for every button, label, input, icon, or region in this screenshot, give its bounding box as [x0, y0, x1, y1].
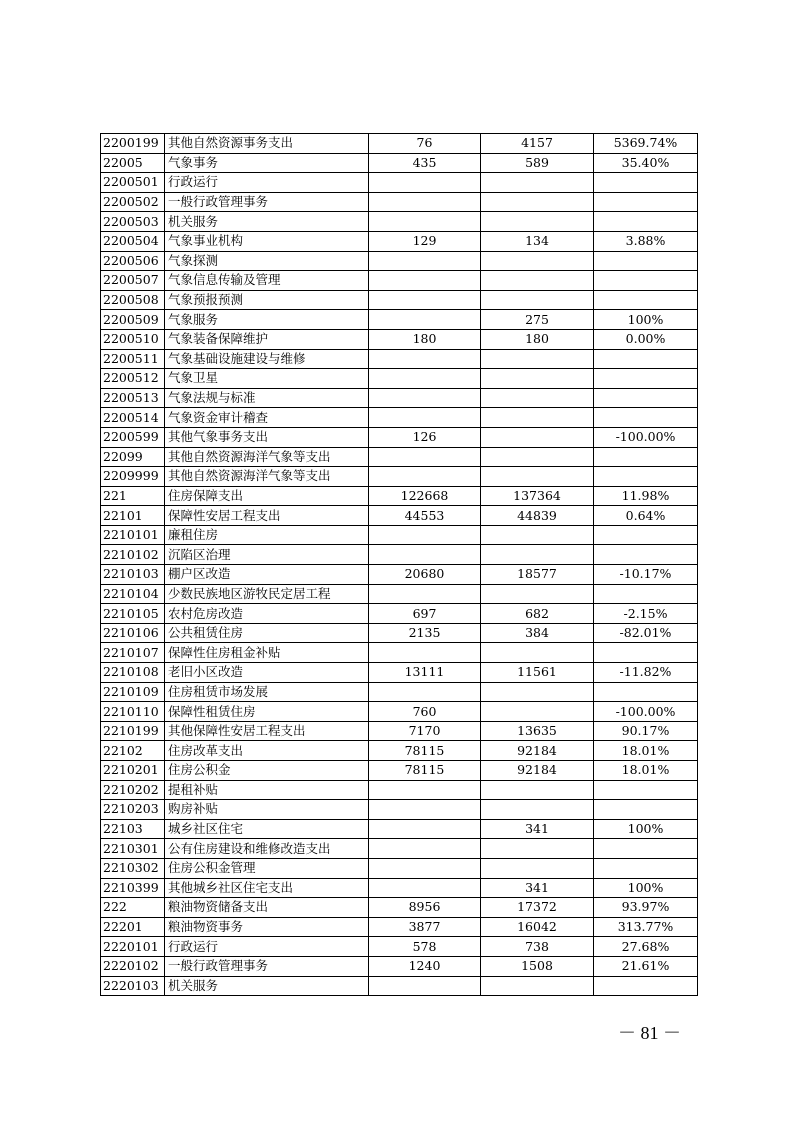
current-value-cell: 589: [481, 153, 594, 173]
current-value-cell: [481, 682, 594, 702]
prior-value-cell: 13111: [369, 663, 481, 683]
change-percent-cell: [594, 212, 698, 232]
item-name-cell: 沉陷区治理: [165, 545, 369, 565]
prior-value-cell: [369, 173, 481, 193]
current-value-cell: [481, 702, 594, 722]
current-value-cell: [481, 800, 594, 820]
table-row: [101, 643, 698, 663]
change-percent-cell: [594, 369, 698, 389]
prior-value-cell: 2135: [369, 623, 481, 643]
prior-value-cell: [369, 858, 481, 878]
item-code-cell: 2210201: [101, 761, 165, 781]
item-name-cell: 住房公积金: [165, 761, 369, 781]
item-code-cell: 2220102: [101, 956, 165, 976]
item-code-cell: 22102: [101, 741, 165, 761]
table-row: [101, 467, 698, 487]
change-percent-cell: 18.01%: [594, 741, 698, 761]
item-name-cell: 老旧小区改造: [165, 663, 369, 683]
item-name-cell: 其他气象事务支出: [165, 427, 369, 447]
table-row: [101, 369, 698, 389]
change-percent-cell: 90.17%: [594, 721, 698, 741]
item-name-cell: 保障性租赁住房: [165, 702, 369, 722]
current-value-cell: 44839: [481, 506, 594, 526]
change-percent-cell: 21.61%: [594, 956, 698, 976]
table-row: [101, 231, 698, 251]
item-code-cell: 2210108: [101, 663, 165, 683]
item-name-cell: 其他保障性安居工程支出: [165, 721, 369, 741]
item-code-cell: 2210107: [101, 643, 165, 663]
prior-value-cell: [369, 388, 481, 408]
current-value-cell: [481, 545, 594, 565]
item-code-cell: 2200507: [101, 271, 165, 291]
item-code-cell: 2200509: [101, 310, 165, 330]
prior-value-cell: [369, 310, 481, 330]
item-name-cell: 住房租赁市场发展: [165, 682, 369, 702]
change-percent-cell: 11.98%: [594, 486, 698, 506]
change-percent-cell: 313.77%: [594, 917, 698, 937]
item-name-cell: 农村危房改造: [165, 604, 369, 624]
item-code-cell: 2200508: [101, 290, 165, 310]
table-row: [101, 271, 698, 291]
item-code-cell: 2210302: [101, 858, 165, 878]
change-percent-cell: 93.97%: [594, 898, 698, 918]
current-value-cell: 1508: [481, 956, 594, 976]
table-row: [101, 153, 698, 173]
item-code-cell: 2210399: [101, 878, 165, 898]
table-row: [101, 604, 698, 624]
current-value-cell: 92184: [481, 761, 594, 781]
table-row: [101, 761, 698, 781]
current-value-cell: [481, 290, 594, 310]
current-value-cell: [481, 467, 594, 487]
item-code-cell: 2210202: [101, 780, 165, 800]
item-name-cell: 其他自然资源海洋气象等支出: [165, 467, 369, 487]
prior-value-cell: 760: [369, 702, 481, 722]
change-percent-cell: -100.00%: [594, 702, 698, 722]
item-name-cell: 城乡社区住宅: [165, 819, 369, 839]
item-code-cell: 2200511: [101, 349, 165, 369]
table-row: [101, 819, 698, 839]
prior-value-cell: 697: [369, 604, 481, 624]
current-value-cell: [481, 839, 594, 859]
item-code-cell: 2210106: [101, 623, 165, 643]
table-row: [101, 839, 698, 859]
current-value-cell: [481, 525, 594, 545]
item-name-cell: 少数民族地区游牧民定居工程: [165, 584, 369, 604]
change-percent-cell: -2.15%: [594, 604, 698, 624]
item-name-cell: 公有住房建设和维修改造支出: [165, 839, 369, 859]
prior-value-cell: 129: [369, 231, 481, 251]
table-row: [101, 917, 698, 937]
table-row: [101, 545, 698, 565]
prior-value-cell: [369, 976, 481, 996]
current-value-cell: 341: [481, 819, 594, 839]
current-value-cell: [481, 369, 594, 389]
item-code-cell: 2210199: [101, 721, 165, 741]
item-name-cell: 购房补贴: [165, 800, 369, 820]
table-row: [101, 702, 698, 722]
prior-value-cell: [369, 290, 481, 310]
item-name-cell: 住房保障支出: [165, 486, 369, 506]
change-percent-cell: [594, 408, 698, 428]
item-code-cell: 22099: [101, 447, 165, 467]
change-percent-cell: [594, 192, 698, 212]
change-percent-cell: 100%: [594, 878, 698, 898]
prior-value-cell: 435: [369, 153, 481, 173]
table-row: [101, 290, 698, 310]
item-name-cell: 行政运行: [165, 173, 369, 193]
table-row: [101, 780, 698, 800]
current-value-cell: 180: [481, 329, 594, 349]
table-row: [101, 212, 698, 232]
item-name-cell: 其他城乡社区住宅支出: [165, 878, 369, 898]
prior-value-cell: 122668: [369, 486, 481, 506]
table-row: [101, 565, 698, 585]
item-code-cell: 2210103: [101, 565, 165, 585]
change-percent-cell: 3.88%: [594, 231, 698, 251]
prior-value-cell: [369, 251, 481, 271]
change-percent-cell: [594, 525, 698, 545]
item-name-cell: 粮油物资事务: [165, 917, 369, 937]
item-code-cell: 2200502: [101, 192, 165, 212]
change-percent-cell: [594, 545, 698, 565]
item-code-cell: 2200510: [101, 329, 165, 349]
table-row: [101, 858, 698, 878]
item-name-cell: 气象事务: [165, 153, 369, 173]
change-percent-cell: [594, 800, 698, 820]
change-percent-cell: -82.01%: [594, 623, 698, 643]
item-name-cell: 气象基础设施建设与维修: [165, 349, 369, 369]
table-row: [101, 956, 698, 976]
table-row: [101, 329, 698, 349]
item-name-cell: 提租补贴: [165, 780, 369, 800]
change-percent-cell: [594, 251, 698, 271]
item-code-cell: 2200504: [101, 231, 165, 251]
current-value-cell: 738: [481, 937, 594, 957]
table-row: [101, 525, 698, 545]
table-row: [101, 506, 698, 526]
item-name-cell: 一般行政管理事务: [165, 956, 369, 976]
item-code-cell: 2210203: [101, 800, 165, 820]
item-name-cell: 廉租住房: [165, 525, 369, 545]
current-value-cell: 275: [481, 310, 594, 330]
prior-value-cell: 78115: [369, 761, 481, 781]
item-name-cell: 行政运行: [165, 937, 369, 957]
item-code-cell: 2210110: [101, 702, 165, 722]
change-percent-cell: [594, 173, 698, 193]
change-percent-cell: -11.82%: [594, 663, 698, 683]
item-code-cell: 2210102: [101, 545, 165, 565]
change-percent-cell: [594, 271, 698, 291]
prior-value-cell: 8956: [369, 898, 481, 918]
table-row: [101, 623, 698, 643]
change-percent-cell: [594, 682, 698, 702]
budget-table: [100, 133, 698, 996]
current-value-cell: [481, 212, 594, 232]
current-value-cell: 11561: [481, 663, 594, 683]
prior-value-cell: [369, 800, 481, 820]
prior-value-cell: 7170: [369, 721, 481, 741]
change-percent-cell: [594, 584, 698, 604]
item-code-cell: 2200199: [101, 134, 165, 154]
table-row: [101, 310, 698, 330]
table-row: [101, 447, 698, 467]
current-value-cell: 92184: [481, 741, 594, 761]
change-percent-cell: 27.68%: [594, 937, 698, 957]
table-row: [101, 976, 698, 996]
change-percent-cell: 0.64%: [594, 506, 698, 526]
item-code-cell: 2209999: [101, 467, 165, 487]
item-code-cell: 2200514: [101, 408, 165, 428]
prior-value-cell: [369, 447, 481, 467]
item-code-cell: 2200599: [101, 427, 165, 447]
change-percent-cell: [594, 858, 698, 878]
current-value-cell: [481, 427, 594, 447]
prior-value-cell: [369, 349, 481, 369]
prior-value-cell: [369, 525, 481, 545]
change-percent-cell: [594, 976, 698, 996]
prior-value-cell: [369, 192, 481, 212]
item-code-cell: 2200513: [101, 388, 165, 408]
prior-value-cell: [369, 682, 481, 702]
change-percent-cell: [594, 839, 698, 859]
item-code-cell: 22201: [101, 917, 165, 937]
change-percent-cell: [594, 349, 698, 369]
table-row: [101, 721, 698, 741]
table-row: [101, 486, 698, 506]
item-name-cell: 一般行政管理事务: [165, 192, 369, 212]
item-name-cell: 机关服务: [165, 976, 369, 996]
change-percent-cell: 100%: [594, 310, 698, 330]
page-number: － 81 －: [618, 1023, 681, 1043]
prior-value-cell: [369, 408, 481, 428]
change-percent-cell: -10.17%: [594, 565, 698, 585]
item-name-cell: 粮油物资储备支出: [165, 898, 369, 918]
item-code-cell: 22101: [101, 506, 165, 526]
change-percent-cell: 100%: [594, 819, 698, 839]
prior-value-cell: 20680: [369, 565, 481, 585]
item-name-cell: 气象预报预测: [165, 290, 369, 310]
item-name-cell: 气象装备保障维护: [165, 329, 369, 349]
change-percent-cell: 5369.74%: [594, 134, 698, 154]
table-row: [101, 800, 698, 820]
table-row: [101, 388, 698, 408]
table-row: [101, 937, 698, 957]
item-code-cell: 2200503: [101, 212, 165, 232]
item-code-cell: 2210104: [101, 584, 165, 604]
current-value-cell: [481, 643, 594, 663]
current-value-cell: [481, 976, 594, 996]
item-name-cell: 其他自然资源海洋气象等支出: [165, 447, 369, 467]
item-name-cell: 机关服务: [165, 212, 369, 232]
budget-table-body: [101, 134, 698, 996]
item-name-cell: 气象资金审计稽查: [165, 408, 369, 428]
table-row: [101, 682, 698, 702]
table-row: [101, 349, 698, 369]
item-code-cell: 221: [101, 486, 165, 506]
current-value-cell: [481, 584, 594, 604]
current-value-cell: [481, 408, 594, 428]
change-percent-cell: [594, 643, 698, 663]
change-percent-cell: [594, 290, 698, 310]
table-row: [101, 173, 698, 193]
prior-value-cell: 180: [369, 329, 481, 349]
table-row: [101, 663, 698, 683]
current-value-cell: [481, 858, 594, 878]
current-value-cell: 137364: [481, 486, 594, 506]
table-row: [101, 251, 698, 271]
table-row: [101, 134, 698, 154]
item-code-cell: 222: [101, 898, 165, 918]
item-name-cell: 气象卫星: [165, 369, 369, 389]
change-percent-cell: [594, 388, 698, 408]
prior-value-cell: [369, 878, 481, 898]
item-name-cell: 气象法规与标准: [165, 388, 369, 408]
item-code-cell: 2210105: [101, 604, 165, 624]
item-name-cell: 住房公积金管理: [165, 858, 369, 878]
prior-value-cell: 1240: [369, 956, 481, 976]
item-code-cell: 2220103: [101, 976, 165, 996]
prior-value-cell: [369, 467, 481, 487]
item-code-cell: 2200501: [101, 173, 165, 193]
item-name-cell: 棚户区改造: [165, 565, 369, 585]
item-code-cell: 2210301: [101, 839, 165, 859]
current-value-cell: [481, 780, 594, 800]
prior-value-cell: [369, 780, 481, 800]
current-value-cell: [481, 388, 594, 408]
prior-value-cell: 78115: [369, 741, 481, 761]
prior-value-cell: [369, 212, 481, 232]
table-row: [101, 408, 698, 428]
current-value-cell: 17372: [481, 898, 594, 918]
prior-value-cell: 76: [369, 134, 481, 154]
current-value-cell: 13635: [481, 721, 594, 741]
item-name-cell: 保障性住房租金补贴: [165, 643, 369, 663]
current-value-cell: [481, 349, 594, 369]
prior-value-cell: [369, 839, 481, 859]
prior-value-cell: 126: [369, 427, 481, 447]
item-name-cell: 气象服务: [165, 310, 369, 330]
prior-value-cell: [369, 369, 481, 389]
prior-value-cell: [369, 643, 481, 663]
item-name-cell: 保障性安居工程支出: [165, 506, 369, 526]
current-value-cell: [481, 251, 594, 271]
change-percent-cell: 18.01%: [594, 761, 698, 781]
item-name-cell: 气象事业机构: [165, 231, 369, 251]
change-percent-cell: [594, 780, 698, 800]
item-name-cell: 气象探测: [165, 251, 369, 271]
current-value-cell: 4157: [481, 134, 594, 154]
change-percent-cell: [594, 467, 698, 487]
item-name-cell: 住房改革支出: [165, 741, 369, 761]
prior-value-cell: [369, 271, 481, 291]
item-code-cell: 2220101: [101, 937, 165, 957]
table-row: [101, 427, 698, 447]
current-value-cell: 134: [481, 231, 594, 251]
prior-value-cell: 578: [369, 937, 481, 957]
item-code-cell: 2200506: [101, 251, 165, 271]
change-percent-cell: 35.40%: [594, 153, 698, 173]
current-value-cell: 16042: [481, 917, 594, 937]
change-percent-cell: -100.00%: [594, 427, 698, 447]
table-row: [101, 878, 698, 898]
table-row: [101, 584, 698, 604]
current-value-cell: 341: [481, 878, 594, 898]
change-percent-cell: [594, 447, 698, 467]
prior-value-cell: [369, 545, 481, 565]
item-name-cell: 气象信息传输及管理: [165, 271, 369, 291]
item-name-cell: 其他自然资源事务支出: [165, 134, 369, 154]
table-row: [101, 741, 698, 761]
item-code-cell: 22103: [101, 819, 165, 839]
current-value-cell: 682: [481, 604, 594, 624]
current-value-cell: [481, 271, 594, 291]
item-code-cell: 2210101: [101, 525, 165, 545]
prior-value-cell: 3877: [369, 917, 481, 937]
prior-value-cell: [369, 584, 481, 604]
item-code-cell: 2210109: [101, 682, 165, 702]
prior-value-cell: 44553: [369, 506, 481, 526]
current-value-cell: 18577: [481, 565, 594, 585]
item-code-cell: 2200512: [101, 369, 165, 389]
item-code-cell: 22005: [101, 153, 165, 173]
current-value-cell: [481, 447, 594, 467]
table-row: [101, 898, 698, 918]
change-percent-cell: 0.00%: [594, 329, 698, 349]
current-value-cell: 384: [481, 623, 594, 643]
prior-value-cell: [369, 819, 481, 839]
item-name-cell: 公共租赁住房: [165, 623, 369, 643]
current-value-cell: [481, 192, 594, 212]
table-row: [101, 192, 698, 212]
current-value-cell: [481, 173, 594, 193]
